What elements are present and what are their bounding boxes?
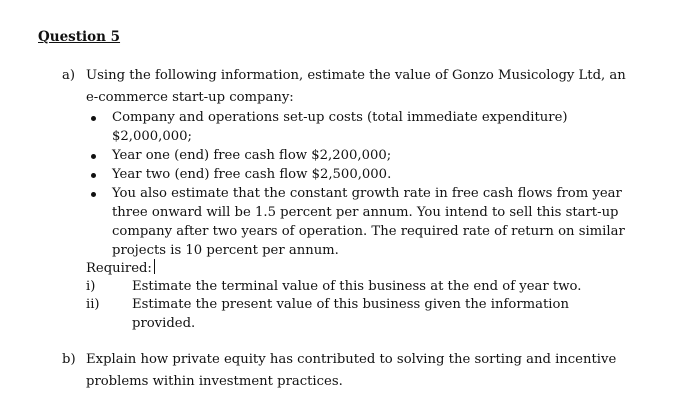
required-label-row <box>86 259 155 278</box>
part-b-marker: b) <box>62 352 76 367</box>
part-a-intro-line-2: e-commerce start-up company: <box>86 90 294 105</box>
part-b-line-1: Explain how private equity has contributed to solving the sorting and incentive <box>86 352 617 367</box>
subitem-1-marker: i) <box>86 279 96 294</box>
bullet-3-line-1: Year two (end) free cash flow $2,500,000. <box>112 167 392 182</box>
bullet-4-line-3: company after two years of operation. The required rate of return on similar <box>112 224 625 239</box>
required-label: Required: <box>86 261 152 276</box>
subitem-1-line-1: Estimate the terminal value of this business at the end of year two. <box>132 279 582 294</box>
part-a-intro-line-1: Using the following information, estimate the value of Gonzo Musicology Ltd, an <box>86 68 626 83</box>
subitem-2-marker: ii) <box>86 297 100 312</box>
question-title: Question 5 <box>38 29 121 45</box>
bullet-2-line-1: Year one (end) free cash flow $2,200,000; <box>112 148 392 163</box>
bullet-dot <box>91 192 96 197</box>
part-a-marker: a) <box>62 68 76 83</box>
bullet-dot <box>91 116 96 121</box>
bullet-1-line-1: Company and operations set-up costs (total immediate expenditure) <box>112 110 568 125</box>
text-cursor <box>154 259 155 274</box>
subitem-2-line-2: provided. <box>132 316 196 331</box>
part-b-line-2: problems within investment practices. <box>86 374 343 389</box>
subitem-2-line-1: Estimate the present value of this business given the information <box>132 297 569 312</box>
bullet-4-line-1: You also estimate that the constant growth rate in free cash flows from year <box>112 186 622 201</box>
bullet-1-line-2: $2,000,000; <box>112 129 192 144</box>
bullet-4-line-4: projects is 10 percent per annum. <box>112 243 339 258</box>
bullet-dot <box>91 154 96 159</box>
bullet-dot <box>91 173 96 178</box>
bullet-4-line-2: three onward will be 1.5 percent per annum. You intend to sell this start-up <box>112 205 619 220</box>
